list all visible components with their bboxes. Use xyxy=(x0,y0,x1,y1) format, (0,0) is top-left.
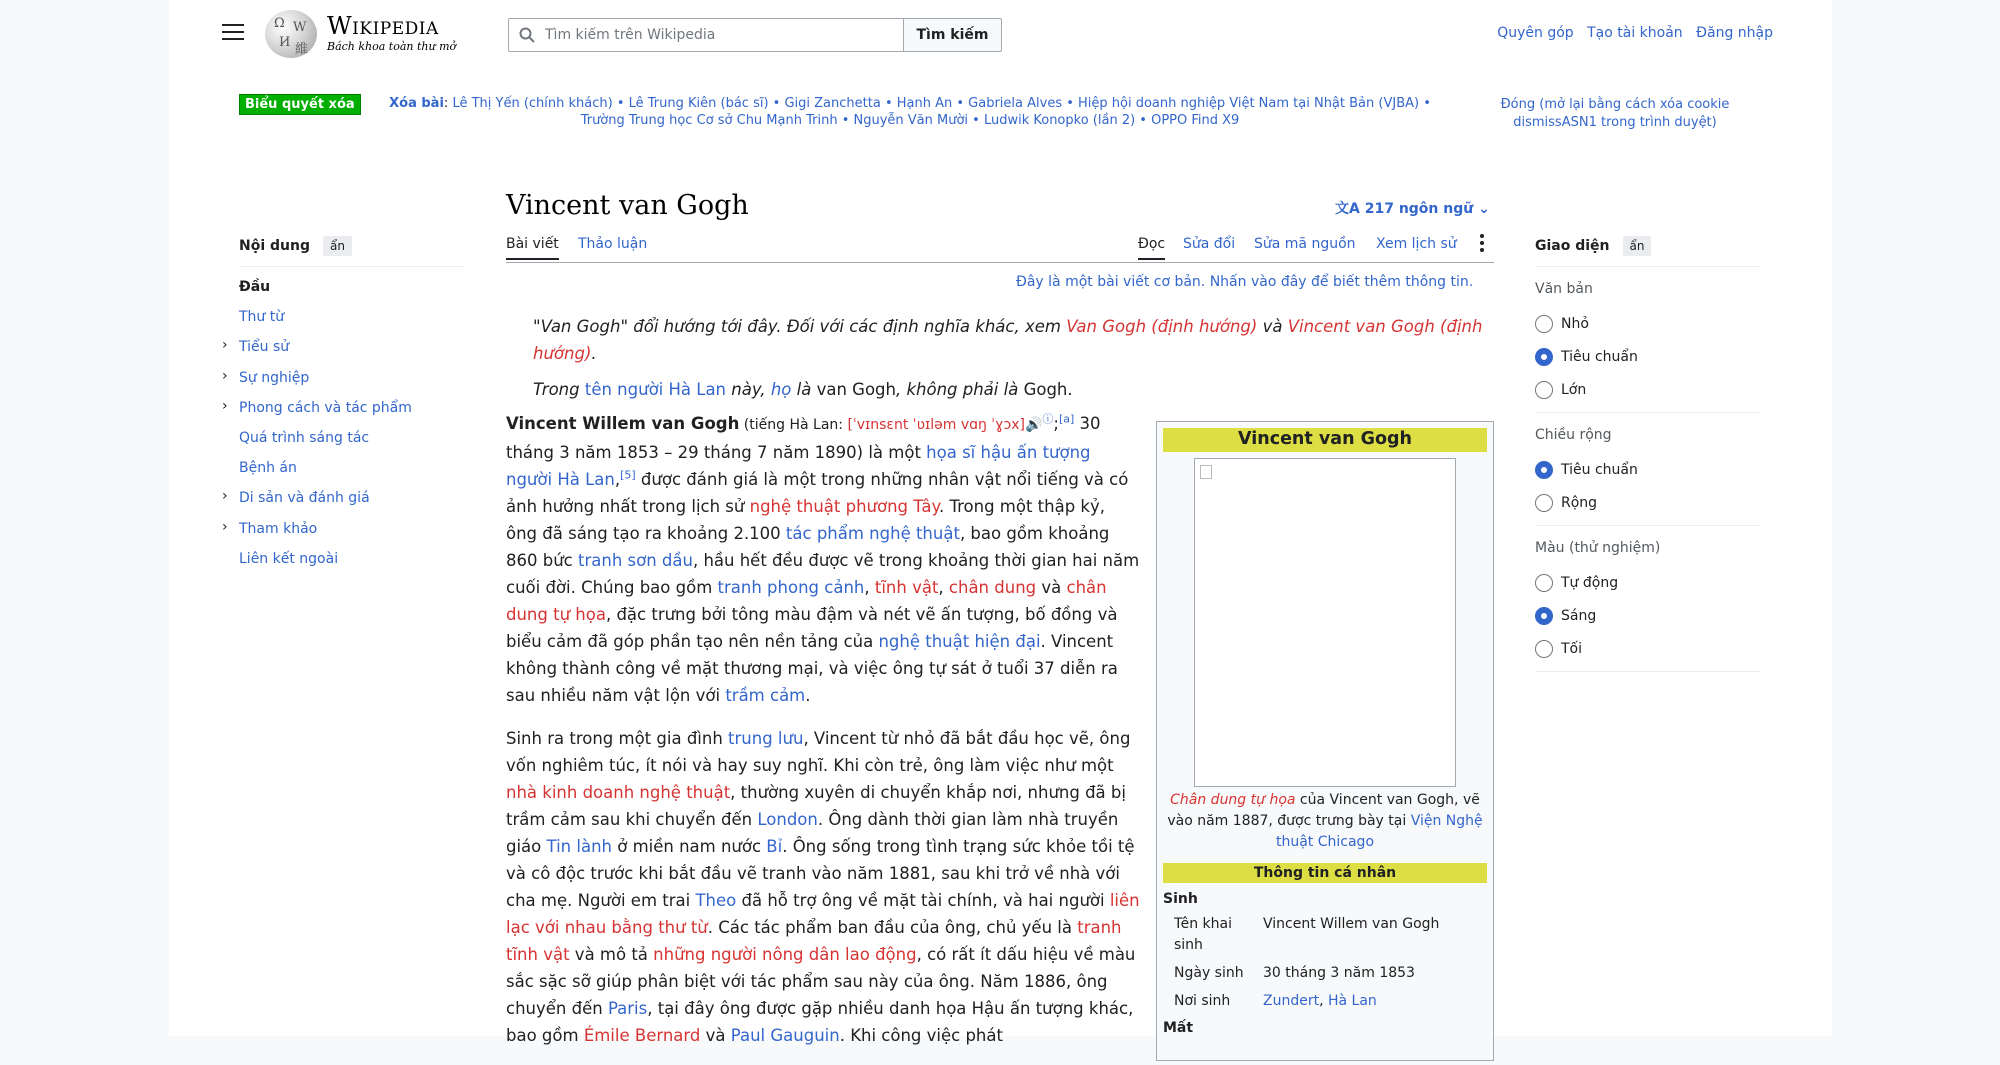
link-peasants[interactable]: những người nông dân lao động xyxy=(653,945,917,964)
link-western-art[interactable]: nghệ thuật phương Tây xyxy=(749,497,939,516)
link-still-life-painting[interactable]: tranh tĩnh vật xyxy=(506,918,1122,964)
infobox-row-value xyxy=(1263,991,1487,1012)
search-box xyxy=(508,18,904,52)
infobox-born-label: Sinh xyxy=(1163,891,1198,907)
toc-item-label[interactable]: Thư từ xyxy=(239,309,285,326)
toc-item[interactable] xyxy=(239,551,464,581)
link-artworks[interactable]: tác phẩm nghệ thuật xyxy=(785,524,960,543)
toc-item-label[interactable]: Di sản và đánh giá xyxy=(239,490,370,507)
article-content xyxy=(506,410,1140,1065)
link-belgium[interactable]: Bỉ xyxy=(766,837,783,856)
link-self-portrait[interactable]: chân dung tự họa xyxy=(506,578,1107,624)
appearance-group xyxy=(1535,540,1760,672)
body-text: , đặc trưng bởi tông màu đậm và nét vẽ ấn tượng, bố đồng và biểu cảm đã góp phần tạo nên nền tảng của xyxy=(506,605,1118,651)
link-letters[interactable]: liên lạc với nhau bằng thư từ xyxy=(506,891,1140,937)
toc-item[interactable] xyxy=(222,337,464,369)
radio-option[interactable] xyxy=(1535,340,1760,373)
chevron-right-icon[interactable]: › xyxy=(222,397,228,414)
info-icon[interactable]: ⓘ xyxy=(1042,412,1054,426)
link-oil-painting[interactable]: tranh sơn dầu xyxy=(578,551,693,570)
toc-item-label[interactable]: Tiểu sử xyxy=(239,339,290,356)
wikipedia-tagline: Bách khoa toàn thư mở xyxy=(327,40,457,53)
radio-label: Nhỏ xyxy=(1561,315,1589,332)
site-notice: Xóa bài: Lê Thị Yến (chính khách) • Lê Trung Kiên (bác sĩ) • Gigi Zanchetta • Hạnh An • Gabriela Alves • Hiệp hội doanh nghiệp Việt Nam tại Nhật Bản (VJBA) • Trường Trung học Cơ sở Chu Mạnh Trinh • Nguyễn Văn Mười • Ludwik Konopko (lần 2) • OPPO Find X9 xyxy=(365,95,1455,129)
link-depression[interactable]: trầm cảm xyxy=(725,686,806,705)
body-text: , xyxy=(614,470,621,489)
redirect-hatnote xyxy=(533,313,1493,367)
ipa-prefix: (tiếng Hà Lan: xyxy=(739,417,848,433)
tab-edit-source[interactable]: Sửa mã nguồn xyxy=(1254,236,1356,252)
zundert-link[interactable]: Zundert xyxy=(1263,993,1320,1009)
link-portrait[interactable]: chân dung xyxy=(948,578,1037,597)
toc-item-label[interactable]: Bệnh án xyxy=(239,460,297,477)
link-theo[interactable]: Theo xyxy=(695,891,737,910)
body-text: . Ông dành thời gian làm nhà truyền giáo xyxy=(506,810,1119,856)
tabs-divider xyxy=(506,262,1494,263)
language-count: 217 ngôn ngữ xyxy=(1364,201,1474,217)
radio-button[interactable] xyxy=(1535,348,1553,366)
table-of-contents xyxy=(222,236,464,581)
body-text: 30 tháng 3 năm 1853 – 29 tháng 7 năm 1890) là một xyxy=(506,414,1101,462)
toc-item[interactable] xyxy=(239,430,464,460)
toc-item[interactable] xyxy=(222,367,464,400)
body-text: , có rất ít dấu hiệu về màu sắc sặc sỡ giúp phân biệt với tác phẩm sau này của ông. Năm 1886, ông chuyển đến xyxy=(506,945,1136,1018)
link-london[interactable]: London xyxy=(757,810,818,829)
appearance-group-label: Văn bản xyxy=(1535,281,1593,297)
appearance-panel xyxy=(1535,236,1760,672)
link-protestant[interactable]: Tin lành xyxy=(546,837,612,856)
body-text: , tại đây ông được gặp nhiều danh họa Hậu ấn tượng khác, bao gồm xyxy=(506,999,1134,1045)
notice-dismiss-line2: dismissASN1 trong trình duyệt) xyxy=(1513,115,1717,130)
radio-option[interactable] xyxy=(1535,566,1760,599)
infobox-row-label: Tên khai sinh xyxy=(1174,916,1232,953)
link-dutch-people[interactable]: người Hà Lan xyxy=(506,470,615,489)
infobox-died-label: Mất xyxy=(1163,1020,1194,1036)
tab-history[interactable]: Xem lịch sử xyxy=(1376,236,1457,252)
infobox-row xyxy=(1163,914,1487,956)
body-text: . Trong một thập kỷ, ông đã sáng tạo ra khoảng 2.100 xyxy=(506,497,1105,543)
body-text: . Ông sống trong tình trạng sức khỏe tồi tệ và cô độc trước khi bắt đầu vẽ tranh vào năm 1881, sau khi trở về nhà với cha mẹ. Người em trai xyxy=(506,837,1135,910)
body-text: đã hỗ trợ ông về mặt tài chính, và hai người xyxy=(736,891,1110,910)
link-art-dealer[interactable]: nhà kinh doanh nghệ thuật xyxy=(506,783,731,802)
infobox-row xyxy=(1163,991,1487,1012)
body-text: , Vincent từ nhỏ đã bắt đầu học vẽ, ông vốn nghiêm túc, ít nói và hay suy nghĩ. Khi còn trẻ, ông làm việc như một xyxy=(506,729,1131,775)
body-paragraph xyxy=(506,725,1140,1049)
surname-alt: Gogh xyxy=(1023,380,1068,399)
create-account-link[interactable]: Tạo tài khoản xyxy=(1587,25,1683,41)
ipa-link[interactable]: [ˈvɪnsɛnt ˈʋɪləm vɑŋ ˈɣɔx] xyxy=(847,417,1025,433)
infobox-row-value: 30 tháng 3 năm 1853 xyxy=(1263,965,1415,981)
lead-paragraph xyxy=(506,410,1140,709)
ipa-sep: ; xyxy=(1053,414,1059,433)
chevron-right-icon[interactable]: › xyxy=(222,367,228,384)
user-links xyxy=(1488,25,1773,41)
appearance-group xyxy=(1535,281,1760,413)
radio-label: Tự động xyxy=(1561,574,1619,591)
notice-lead[interactable]: Xóa bài xyxy=(389,96,444,111)
dutch-names-link[interactable]: tên người Hà Lan xyxy=(584,380,727,399)
body-text: và xyxy=(700,1026,731,1045)
main-menu-icon[interactable] xyxy=(222,24,244,42)
translate-icon: 文A xyxy=(1335,201,1360,217)
tab-talk[interactable]: Thảo luận xyxy=(578,236,648,252)
value-separator: , xyxy=(1319,993,1328,1009)
wikipedia-wordmark[interactable]: Wikipedia xyxy=(327,12,439,40)
donate-link[interactable]: Quyên góp xyxy=(1497,25,1574,41)
infobox-image[interactable] xyxy=(1194,458,1456,787)
body-text: Sinh ra trong một gia đình xyxy=(506,729,729,748)
hatnote-link-vincent-disambig[interactable]: Vincent van Gogh (định hướng) xyxy=(533,317,1483,363)
chevron-right-icon[interactable]: › xyxy=(222,337,228,354)
login-link[interactable]: Đăng nhập xyxy=(1696,25,1773,41)
netherlands-link[interactable]: Hà Lan xyxy=(1328,993,1377,1009)
toc-title: Nội dung xyxy=(239,238,310,254)
toc-item[interactable] xyxy=(239,279,464,309)
link-paris[interactable]: Paris xyxy=(607,999,648,1018)
search-input[interactable] xyxy=(543,25,893,45)
appearance-groups xyxy=(1535,281,1760,672)
caption-self-portrait-link[interactable]: Chân dung tự họa xyxy=(1170,792,1296,808)
body-text: , hầu hết đều được vẽ trong khoảng thời gian hai năm cuối đời. Chúng bao gồm xyxy=(506,551,1140,597)
infobox-row-value: Vincent Willem van Gogh xyxy=(1263,916,1440,932)
body-text: , bao gồm khoảng 860 bức xyxy=(506,524,1110,570)
infobox-section-header: Thông tin cá nhân xyxy=(1163,863,1487,883)
tab-read[interactable]: Đọc xyxy=(1138,236,1165,260)
radio-option[interactable] xyxy=(1535,373,1760,406)
toc-item-label[interactable]: Phong cách và tác phẩm xyxy=(239,399,412,416)
chevron-down-icon: ⌄ xyxy=(1478,201,1490,217)
radio-button[interactable] xyxy=(1535,381,1553,399)
radio-label: Rộng xyxy=(1561,494,1598,511)
radio-button[interactable] xyxy=(1535,461,1553,479)
wikipedia-globe-logo[interactable]: Ω W И 維 xyxy=(265,10,317,58)
link-still-life[interactable]: tĩnh vật xyxy=(874,578,939,597)
body-text: . Vincent không thành công về mặt thương mại, và việc ông tự sát ở tuổi 37 diễn ra sau nhiều năm vật lộn với xyxy=(506,632,1118,705)
toc-list xyxy=(222,279,464,581)
hatnote-text: này, xyxy=(726,380,771,399)
radio-button[interactable] xyxy=(1535,494,1553,512)
radio-option[interactable] xyxy=(1535,599,1760,632)
caption-museum-link[interactable]: Viện Nghệ thuật Chicago xyxy=(1275,813,1483,850)
caption-text: của Vincent van Gogh, vẽ vào năm 1887, được trưng bày tại xyxy=(1167,792,1480,829)
surname-link[interactable]: họ xyxy=(770,380,792,399)
infobox-row-label: Ngày sinh xyxy=(1174,965,1244,981)
radio-option[interactable] xyxy=(1535,632,1760,665)
search-button[interactable]: Tìm kiếm xyxy=(903,18,1002,52)
body-text: . Khi công việc phát xyxy=(839,1026,1003,1045)
body-text: . Các tác phẩm ban đầu của ông, chủ yếu là xyxy=(707,918,1078,937)
radio-option[interactable] xyxy=(1535,453,1760,486)
hatnote-text: và xyxy=(1257,317,1288,336)
toc-item[interactable] xyxy=(222,518,464,551)
toc-item-label[interactable]: Liên kết ngoài xyxy=(239,550,339,567)
notice-links-line1[interactable]: Lê Thị Yến (chính khách) • Lê Trung Kiên (bác sĩ) • Gigi Zanchetta • Hạnh An • Gabriela Alves • Hiệp hội doanh nghiệp Việt Nam tại Nhật Bản (VJBA) • xyxy=(452,96,1431,111)
toc-item-label[interactable]: Quá trình sáng tác xyxy=(239,429,370,446)
appearance-group-label: Chiều rộng xyxy=(1535,427,1612,443)
ref-5[interactable]: [5] xyxy=(620,468,636,482)
language-button[interactable] xyxy=(1335,198,1490,218)
toc-item[interactable] xyxy=(222,397,464,430)
radio-label: Lớn xyxy=(1561,381,1587,398)
radio-option[interactable] xyxy=(1535,307,1760,340)
chevron-right-icon[interactable]: › xyxy=(222,518,228,535)
toc-item-label[interactable]: Sự nghiệp xyxy=(239,369,310,386)
toc-item[interactable] xyxy=(239,309,464,339)
hatnote-link-van-gogh-disambig[interactable]: Van Gogh (định hướng) xyxy=(1066,317,1258,336)
hatnote-text: , không phải là xyxy=(895,380,1024,399)
body-text: , xyxy=(864,578,875,597)
appearance-group-label: Màu (thử nghiệm) xyxy=(1535,540,1661,556)
body-text: và mô tả xyxy=(569,945,654,964)
toc-hide-button[interactable]: ẩn xyxy=(323,236,352,256)
chevron-right-icon[interactable]: › xyxy=(222,488,228,505)
notice-links-line2[interactable]: Trường Trung học Cơ sở Chu Mạnh Trinh • Nguyễn Văn Mười • Ludwik Konopko (lần 2) • OPPO Find X9 xyxy=(580,113,1240,128)
radio-button[interactable] xyxy=(1535,640,1553,658)
toc-item[interactable] xyxy=(239,460,464,490)
radio-button[interactable] xyxy=(1535,574,1553,592)
hatnote-text: . xyxy=(591,344,597,363)
hatnote-text: "Van Gogh" đổi hướng tới đây. Đối với các định nghĩa khác, xem xyxy=(533,317,1067,336)
radio-option[interactable] xyxy=(1535,486,1760,519)
body-text: , thường xuyên di chuyển khắp nơi, nhưng đã bị trầm cảm sau khi chuyển đến xyxy=(506,783,1126,829)
notice-dismiss-link[interactable] xyxy=(1490,96,1740,132)
hatnote-text: . xyxy=(1067,380,1073,399)
appearance-group xyxy=(1535,427,1760,526)
infobox-title: Vincent van Gogh xyxy=(1163,428,1487,452)
radio-label: Tiêu chuẩn xyxy=(1561,348,1638,365)
basic-article-note[interactable]: Đây là một bài viết cơ bản. Nhấn vào đây để biết thêm thông tin. xyxy=(1016,274,1474,290)
deletion-vote-badge[interactable]: Biểu quyết xóa xyxy=(239,94,361,115)
radio-label: Tối xyxy=(1561,640,1583,657)
infobox-row-label: Nơi sinh xyxy=(1174,993,1231,1009)
appearance-title: Giao diện xyxy=(1535,238,1610,254)
link-modern-art[interactable]: nghệ thuật hiện đại xyxy=(878,632,1041,651)
link-post-impressionist[interactable]: họa sĩ hậu ấn tượng xyxy=(926,443,1091,462)
toc-item-label[interactable]: Tham khảo xyxy=(239,520,318,537)
tab-edit[interactable]: Sửa đổi xyxy=(1183,236,1236,252)
subject-name: Vincent Willem van Gogh xyxy=(506,414,740,433)
hatnote-text: Trong xyxy=(533,380,585,399)
radio-button[interactable] xyxy=(1535,607,1553,625)
toc-item[interactable] xyxy=(222,488,464,520)
page-title: Vincent van Gogh xyxy=(506,190,749,221)
link-emile-bernard[interactable]: Émile Bernard xyxy=(583,1026,701,1045)
hatnote-text: là xyxy=(791,380,817,399)
radio-label: Tiêu chuẩn xyxy=(1561,461,1638,478)
infobox-row xyxy=(1163,963,1487,984)
radio-button[interactable] xyxy=(1535,315,1553,333)
body-text: và xyxy=(1036,578,1067,597)
body-text: , xyxy=(938,578,949,597)
more-options-icon[interactable] xyxy=(1480,234,1484,255)
note-ref[interactable]: [a] xyxy=(1058,412,1075,426)
broken-image-icon xyxy=(1200,465,1212,479)
speaker-icon[interactable]: 🔊 xyxy=(1024,417,1043,433)
toc-item-label[interactable]: Đầu xyxy=(239,279,271,295)
infobox xyxy=(1156,421,1494,1061)
link-middle-class[interactable]: trung lưu xyxy=(728,729,804,748)
link-paul-gauguin[interactable]: Paul Gauguin xyxy=(730,1026,840,1045)
naming-hatnote xyxy=(533,376,1073,403)
appearance-hide-button[interactable]: ẩn xyxy=(1623,236,1652,256)
link-landscape[interactable]: tranh phong cảnh xyxy=(717,578,865,597)
tab-article[interactable]: Bài viết xyxy=(506,236,559,260)
surname-value: van Gogh xyxy=(816,380,896,399)
body-text: ở miền nam nước xyxy=(611,837,767,856)
body-text: . xyxy=(805,686,811,705)
notice-dismiss-line1: Đóng (mở lại bằng cách xóa cookie xyxy=(1500,97,1730,112)
search-icon xyxy=(519,27,535,43)
infobox-caption xyxy=(1163,790,1487,853)
body-text: được đánh giá là một trong những nhân vật nổi tiếng và có ảnh hưởng nhất trong lịch sử xyxy=(506,470,1129,516)
radio-label: Sáng xyxy=(1561,607,1597,624)
